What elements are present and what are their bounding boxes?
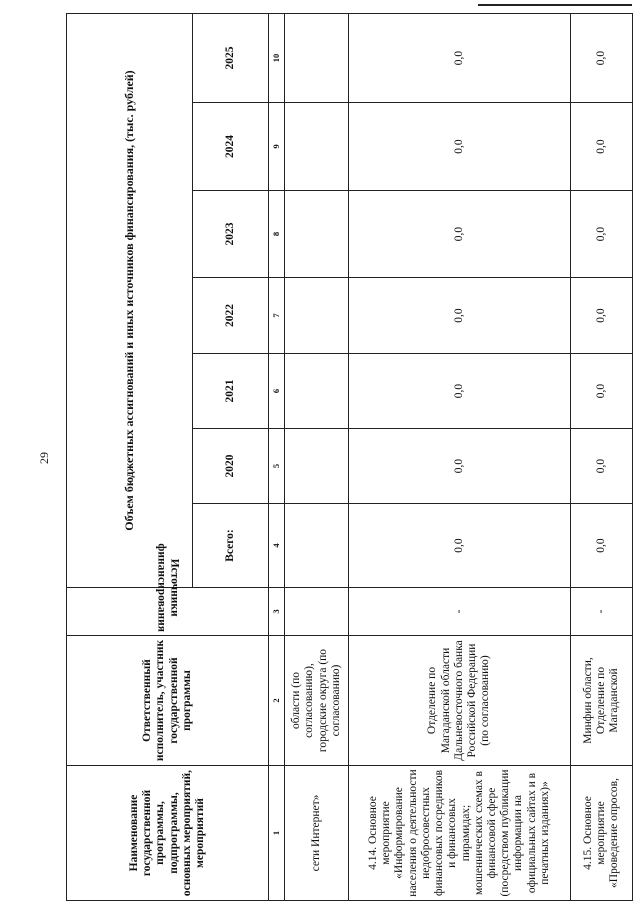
row-value (285, 354, 349, 429)
row-value: 0,0 (349, 191, 571, 278)
header-year: 2023 (193, 191, 269, 278)
header-executor: Ответственный исполнитель, участник государственной программы (67, 636, 269, 766)
table-row (349, 13, 571, 900)
header-year: 2025 (193, 13, 269, 102)
column-number: 6 (269, 354, 285, 429)
column-number: 7 (269, 278, 285, 354)
header-funding: Объем бюджетных ассигнований и иных источников финансирования, (тыс. рублей) (67, 13, 193, 587)
row-executor: Отделение по Магаданской области Дальневосточного банка Российской Федерации (по согласованию) (349, 636, 571, 766)
header-year: Всего: (193, 504, 269, 588)
row-value: 0,0 (571, 278, 633, 354)
row-value: 0,0 (571, 191, 633, 278)
row-name: 4.15. Основное мероприятие «Проведение опросов, (571, 766, 633, 901)
column-number: 3 (269, 588, 285, 636)
column-number: 5 (269, 429, 285, 504)
page-number: 29 (37, 452, 51, 464)
row-value: 0,0 (571, 354, 633, 429)
header-name: Наименование государственной программы, подпрограммы, основных мероприятий, мероприятий (67, 766, 269, 901)
column-number: 4 (269, 504, 285, 588)
header-year: 2021 (193, 354, 269, 429)
column-number: 2 (269, 636, 285, 766)
row-value: 0,0 (349, 429, 571, 504)
row-source: - (349, 588, 571, 636)
row-value: 0,0 (349, 278, 571, 354)
row-value (285, 278, 349, 354)
column-number: 9 (269, 103, 285, 191)
row-value: 0,0 (349, 354, 571, 429)
column-number: 10 (269, 13, 285, 102)
rotated-table-area (66, 14, 632, 901)
column-number: 8 (269, 191, 285, 278)
column-number: 1 (269, 766, 285, 901)
row-value: 0,0 (349, 13, 571, 102)
row-value: 0,0 (349, 103, 571, 191)
row-value: 0,0 (571, 504, 633, 588)
row-value: 0,0 (349, 504, 571, 588)
funding-table (66, 13, 633, 901)
top-rule (478, 4, 632, 6)
row-value: 0,0 (571, 429, 633, 504)
row-value (285, 429, 349, 504)
row-executor: Минфин области, Отделение по Магаданской (571, 636, 633, 766)
header-year: 2024 (193, 103, 269, 191)
header-year: 2022 (193, 278, 269, 354)
table-row (571, 13, 633, 900)
row-source (285, 588, 349, 636)
row-value (285, 504, 349, 588)
row-value (285, 103, 349, 191)
row-name: сети Интернет» (285, 766, 349, 901)
row-value: 0,0 (571, 103, 633, 191)
table-row (285, 13, 349, 900)
row-executor: области (по согласованию), городские округа (по согласованию) (285, 636, 349, 766)
header-year: 2020 (193, 429, 269, 504)
row-value: 0,0 (571, 13, 633, 102)
row-name: 4.14. Основное мероприятие «Информирование населения о деятельности недобросовестных финансовых посредников и финансовых пирамидах; мошеннических схемах в финансовой сфере (посредством публикации информации на официальных сайтах и в печатных изданиях)» (349, 766, 571, 901)
header-source-text: Источники финансирования (155, 543, 181, 632)
row-source: - (571, 588, 633, 636)
row-value (285, 191, 349, 278)
row-value (285, 13, 349, 102)
